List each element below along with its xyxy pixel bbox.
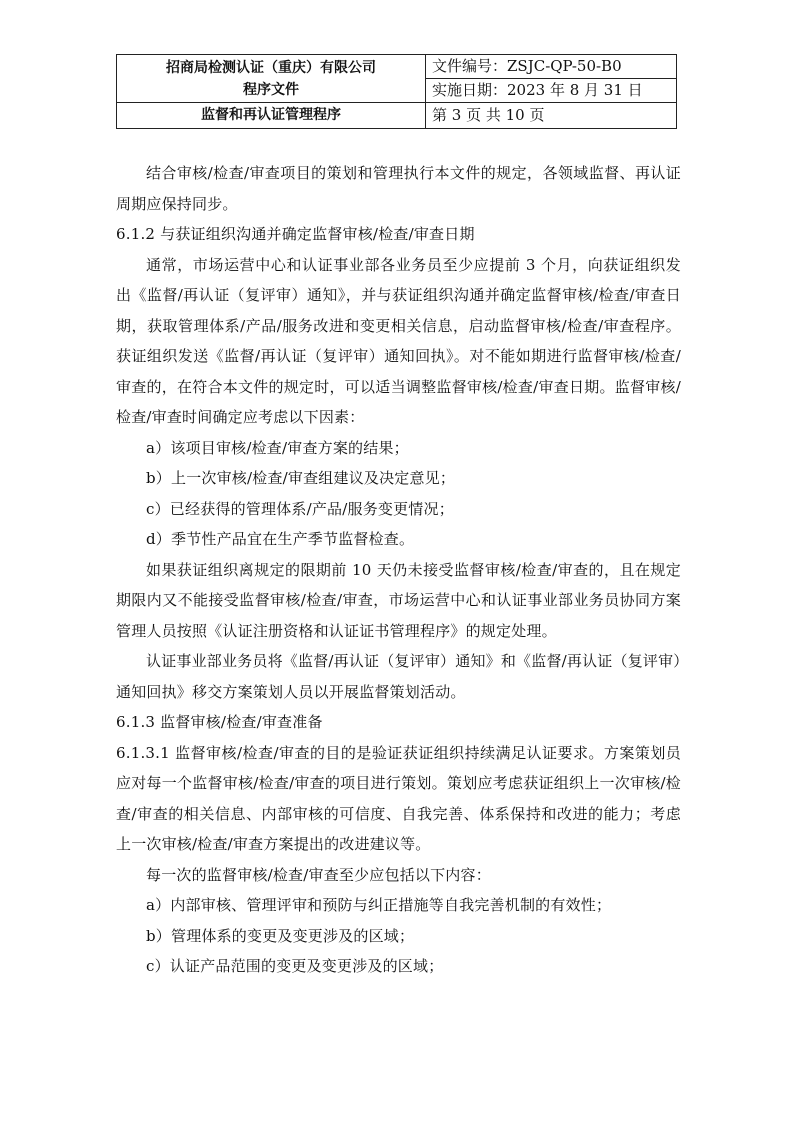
list-item: b）上一次审核/检查/审查组建议及决定意见； xyxy=(146,469,456,487)
paragraph-handover: 认证事业部业务员将《监督/再认证（复评审）通知》和《监督/再认证（复评审）通知回执》移交方案策划人员以开展监督策划活动。 xyxy=(116,652,682,701)
paragraph-purpose: 6.1.3.1 监督审核/检查/审查的目的是验证获证组织持续满足认证要求。方案策划员应对每一个监督审核/检查/审查的项目进行策划。策划应考虑获证组织上一次审核/检查/审查的相关信息、内部审核的可信度、自我完善、体系保持和改进的能力；考虑上一次审核/检查/审查方案提出的改进建议等。 xyxy=(116,743,681,853)
page-info: 第 3 页 共 10 页 xyxy=(426,103,677,129)
list-item: c）已经获得的管理体系/产品/服务变更情况； xyxy=(146,499,454,518)
list-item: d）季节性产品宜在生产季节监督检查。 xyxy=(146,530,415,548)
paragraph-intro: 结合审核/检查/审查项目的策划和管理执行本文件的规定，各领域监督、再认证周期应保持同步。 xyxy=(116,164,681,213)
section-heading-6-1-3: 6.1.3 监督审核/检查/审查准备 xyxy=(116,713,323,731)
list-item: c）认证产品范围的变更及变更涉及的区域； xyxy=(146,957,444,975)
document-header-table xyxy=(116,54,677,129)
document-body xyxy=(116,158,681,982)
document-type: 程序文件 xyxy=(243,81,299,98)
file-number: 文件编号：ZSJC-QP-50-B0 xyxy=(426,55,677,79)
company-cell xyxy=(117,55,426,103)
list-item: a）内部审核、管理评审和预防与纠正措施等自我完善机制的有效性； xyxy=(146,896,612,914)
list-item: a）该项目审核/检查/审查方案的结果； xyxy=(146,438,409,457)
document-title: 监督和再认证管理程序 xyxy=(117,103,426,129)
company-name: 招商局检测认证（重庆）有限公司 xyxy=(166,59,376,76)
list-item: b）管理体系的变更及变更涉及的区域； xyxy=(146,926,415,945)
effective-date: 实施日期：2023 年 8 月 31 日 xyxy=(426,79,677,103)
paragraph-contents: 每一次的监督审核/检查/审查至少应包括以下内容： xyxy=(146,865,491,884)
paragraph-deadline: 如果获证组织离规定的限期前 10 天仍未接受监督审核/检查/审查的，且在规定期限内又不能接受监督审核/检查/审查，市场运营中心和认证事业部业务员协同方案管理人员按照《认证注册资格和认证证书管理程序》的规定处理。 xyxy=(116,560,681,640)
section-heading-6-1-2: 6.1.2 与获证组织沟通并确定监督审核/检查/审查日期 xyxy=(116,225,475,243)
paragraph-schedule: 通常，市场运营中心和认证事业部各业务员至少应提前 3 个月，向获证组织发出《监督/再认证（复评审）通知》，并与获证组织沟通并确定监督审核/检查/审查日期，获取管理体系/产品/服务改进和变更相关信息，启动监督审核/检查/审查程序。获证组织发送《监督/再认证（复评审）通知回执》。对不能如期进行监督审核/检查/审查的，在符合本文件的规定时，可以适当调整监督审核/检查/审查日期。监督审核/检查/审查时间确定应考虑以下因素： xyxy=(116,255,681,426)
